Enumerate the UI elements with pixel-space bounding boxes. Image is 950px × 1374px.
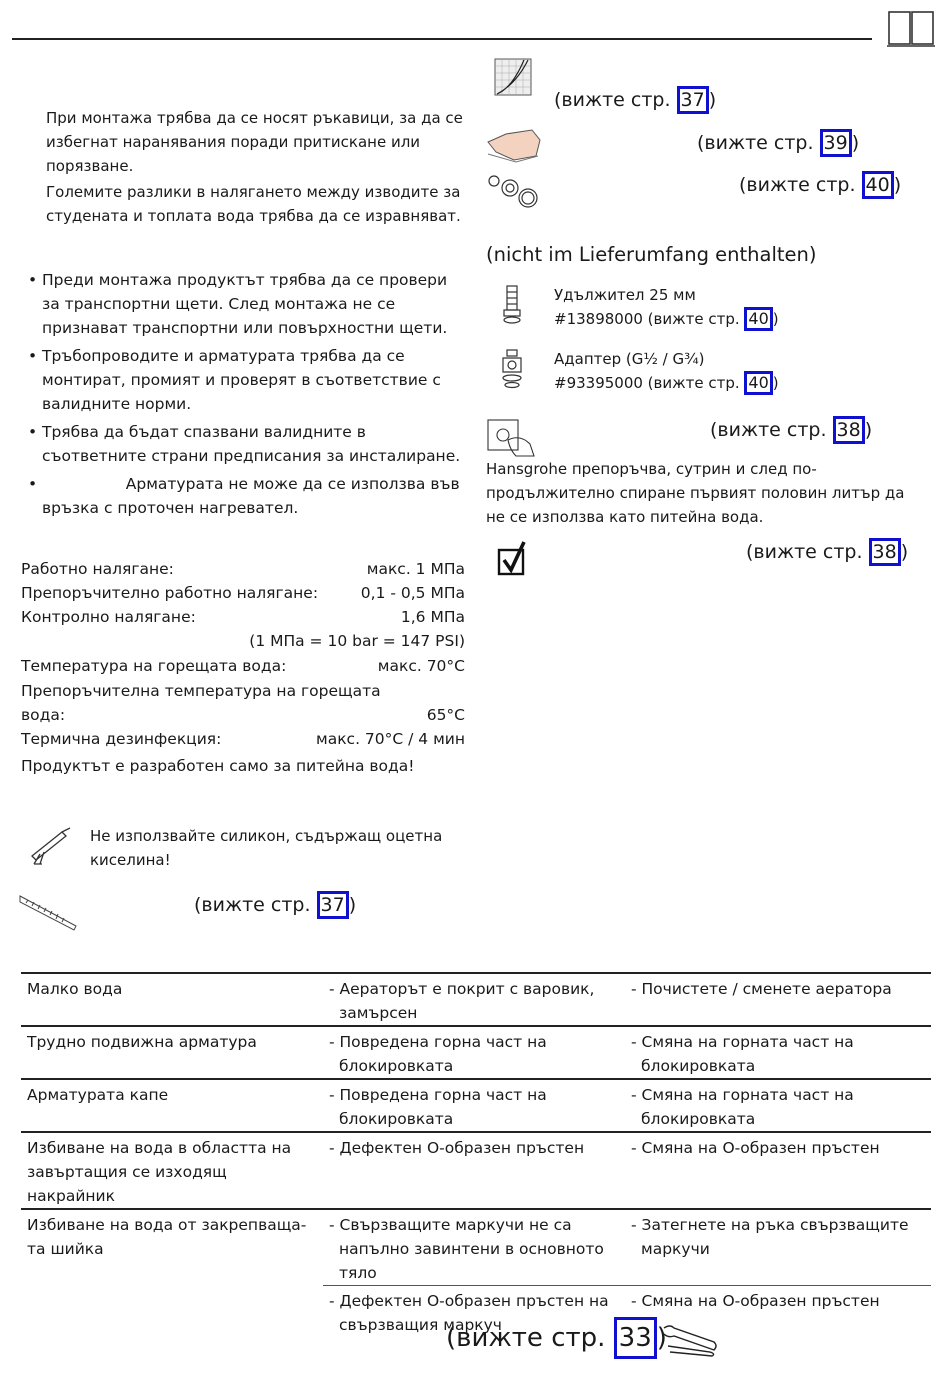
wrench-icon <box>660 1322 720 1362</box>
silicone-gun-icon <box>26 826 72 870</box>
problem-cell: Малко вода <box>27 980 123 998</box>
operation-ref: (вижте стр. 38 ) <box>710 416 872 444</box>
remedy-cell: - Смяна на горната част на блокировката <box>631 1086 854 1128</box>
remedy-cell: - Почистете / сменете аератора <box>631 980 892 998</box>
cause-cell: - Свързващите маркучи не са напълно завинтени в основното тяло <box>329 1216 604 1282</box>
flow-chart-ref: (вижте стр. 37 ) <box>554 86 716 114</box>
problem-cell: Избиване на вода в областта на завъртащия се изходящ накрайник <box>27 1139 292 1205</box>
spec-row: Препоръчителна температура на горещата <box>21 682 381 700</box>
cause-cell: - Дефектен О-образен пръстен на свързващия маркуч <box>323 1286 625 1338</box>
spec-row: Работно налягане: макс. 1 МПа <box>21 560 465 578</box>
table-row <box>21 1026 931 1079</box>
table-row <box>21 973 931 1026</box>
extension-icon <box>500 284 524 328</box>
remedy-cell: - Смяна на О-образен пръстен <box>631 1139 880 1157</box>
spec-row: Контролно налягане: 1,6 МПа <box>21 608 465 626</box>
cause-cell: - Дефектен О-образен пръстен <box>329 1139 585 1157</box>
dimensions-ref: (вижте стр. 37 ) <box>194 891 356 919</box>
problem-cell: Избиване на вода от закрепваща-та шийка <box>27 1216 307 1258</box>
extension-name: Удължител 25 мм <box>554 286 696 304</box>
remedy-cell: - Смяна на О-образен пръстен <box>625 1286 931 1338</box>
adapter-icon <box>499 348 525 394</box>
service-parts-ref: (вижте стр. 40 ) <box>739 171 901 199</box>
cause-cell: - Повредена горна част на блокировката <box>329 1033 547 1075</box>
intro-paragraph-1: При монтажа трябва да се носят ръкавици, за да се избегнат наранявания поради притискане или порязване. <box>46 109 463 175</box>
page-ref-link[interactable]: 40 <box>862 171 894 199</box>
checkbox-icon <box>496 540 528 582</box>
spec-row: Температура на горещата вода: макс. 70°C <box>21 657 465 675</box>
hansgrohe-note: Hansgrohe препоръчва, сутрин и след по-продължително спиране първият половин литър да не се използва като питейна вода. <box>486 460 905 526</box>
operation-hand-icon <box>486 416 538 462</box>
page-ref-link[interactable]: 38 <box>869 538 901 566</box>
page-ref-link[interactable]: 40 <box>744 371 772 395</box>
book-icon <box>886 10 936 52</box>
flow-chart-icon <box>494 58 532 100</box>
page-ref-link[interactable]: 37 <box>677 86 709 114</box>
page-ref-link[interactable]: 33 <box>614 1317 657 1359</box>
service-parts-icon <box>486 172 544 216</box>
cause-cell: - Аераторът е покрит с варовик, замърсен <box>329 980 595 1022</box>
cleaning-hand-icon <box>486 126 544 170</box>
silicone-note: Не използвайте силикон, съдържащ оцетна киселина! <box>90 827 443 869</box>
extension-code: #13898000 (вижте стр. 40 ) <box>554 307 779 332</box>
page-ref-link[interactable]: 40 <box>744 307 772 331</box>
table-row <box>21 1079 931 1132</box>
page-ref-link[interactable]: 37 <box>317 891 349 919</box>
adapter-code: #93395000 (вижте стр. 40 ) <box>554 371 779 396</box>
adapter-name: Адаптер (G½ / G¾) <box>554 350 705 368</box>
page-ref-link[interactable]: 38 <box>833 416 865 444</box>
cause-cell: - Повредена горна част на блокировката <box>329 1086 547 1128</box>
table-row <box>21 1132 931 1209</box>
test-ref: (вижте стр. 38 ) <box>746 538 908 566</box>
not-included-note: (nicht im Lieferumfang enthalten) <box>486 243 817 266</box>
drinking-water-note: Продуктът е разработен само за питейна вода! <box>21 757 415 775</box>
intro-paragraph-2: Големите разлики в налягането между изводите за студената и топлата вода трябва да се изравняват. <box>46 183 461 225</box>
ruler-icon <box>18 892 80 936</box>
spec-row: Термична дезинфекция: макс. 70°C / 4 мин <box>21 730 465 748</box>
list-item: • Трябва да бъдат спазвани валидните в съответните страни предписания за инсталиране. <box>24 420 468 468</box>
problem-cell: Арматурата капе <box>27 1086 169 1104</box>
remedy-cell: - Смяна на горната част на блокировката <box>631 1033 854 1075</box>
maintenance-ref: (вижте стр. 33 ) <box>446 1317 667 1359</box>
troubleshooting-table <box>21 972 931 1337</box>
table-row <box>21 1209 931 1286</box>
problem-cell: Трудно подвижна арматура <box>27 1033 257 1051</box>
remedy-cell: - Затегнете на ръка свързващите маркучи <box>631 1216 909 1258</box>
safety-list <box>24 268 468 524</box>
header-rule <box>12 38 872 40</box>
cleaning-ref: (вижте стр. 39 ) <box>697 129 859 157</box>
list-item: • Преди монтажа продуктът трябва да се провери за транспортни щети. След монтажа не се признават транспортни или повърхностни щети. <box>24 268 468 340</box>
spec-row: Препоръчително работно налягане: 0,1 - 0,5 МПа <box>21 584 465 602</box>
list-item: • Тръбопроводите и арматурата трябва да се монтират, промият и проверят в съответствие с валидните норми. <box>24 344 468 416</box>
page-ref-link[interactable]: 39 <box>820 129 852 157</box>
list-item: • Арматурата не може да се използва във връзка с проточен нагревател. <box>24 472 468 520</box>
spec-row: (1 МПа = 10 bar = 147 PSI) <box>249 632 465 650</box>
spec-row: вода: 65°C <box>21 706 465 724</box>
